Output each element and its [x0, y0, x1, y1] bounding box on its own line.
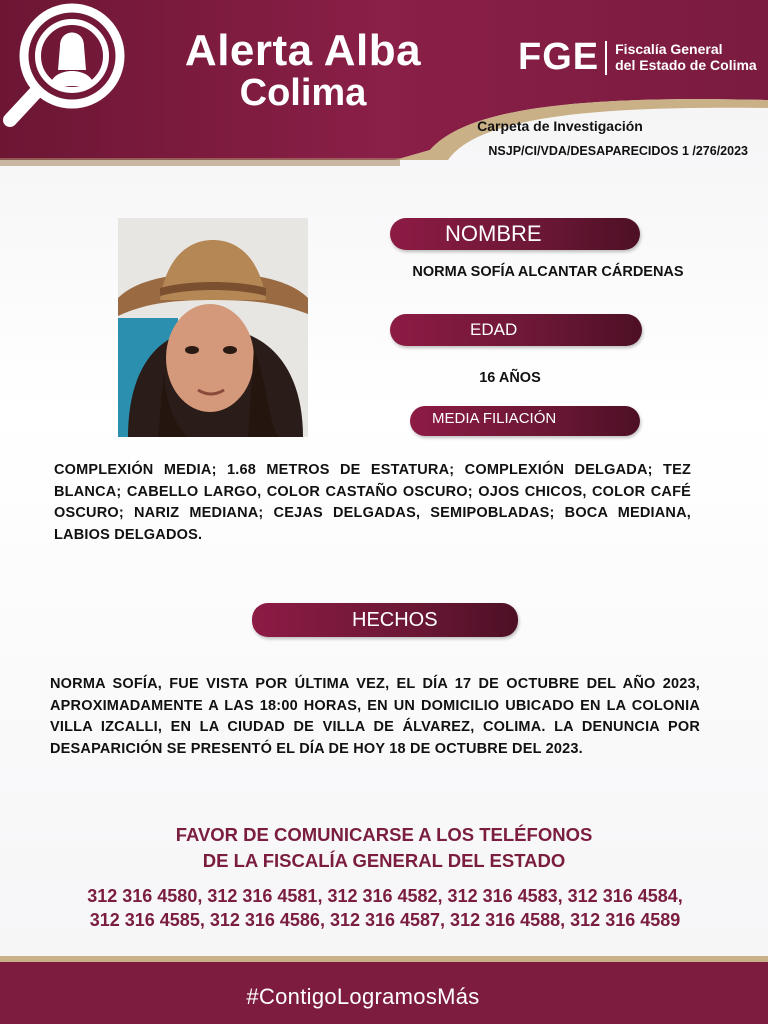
- missing-person-photo: [118, 218, 308, 437]
- age-label-pill: [390, 314, 642, 346]
- case-file-number: NSJP/CI/VDA/DESAPARECIDOS 1 /276/2023: [488, 144, 748, 158]
- agency-abbreviation: FGE: [518, 36, 600, 78]
- person-age: 16 AÑOS: [479, 370, 541, 386]
- agency-name-line1: Fiscalía General: [615, 41, 723, 58]
- agency-logo: [518, 36, 757, 79]
- contact-instructions: [0, 822, 768, 874]
- name-label-pill: [390, 218, 640, 250]
- case-file-label: Carpeta de Investigación: [477, 118, 643, 134]
- agency-name-line2: del Estado de Colima: [615, 56, 757, 73]
- contact-phone-numbers: 312 316 4580, 312 316 4581, 312 316 4582, 312 316 4583, 312 316 4584, 312 316 4585, 312 316 4586, 312 316 4587, 312 316 4588, 312 316 4589: [87, 886, 683, 930]
- campaign-hashtag: #ContigoLogramosMás: [246, 984, 480, 1009]
- name-label: NOMBRE: [445, 221, 542, 246]
- magnifier-woman-icon: [0, 0, 130, 130]
- description-label: MEDIA FILIACIÓN: [432, 410, 557, 427]
- alert-title-line2: Colima: [239, 72, 367, 115]
- contact-line1: FAVOR DE COMUNICARSE A LOS TELÉFONOS: [175, 824, 593, 845]
- agency-name: [615, 42, 757, 73]
- physical-description: COMPLEXIÓN MEDIA; 1.68 METROS DE ESTATURA; COMPLEXIÓN DELGADA; TEZ BLANCA; CABELLO LARGO, COLOR CASTAÑO OSCURO; OJOS CHICOS, COLOR CAFÉ OSCURO; NARIZ MEDIANA; CEJAS DELGADAS, SEMIPOBLADAS; BOCA MEDIANA, LABIOS DELGADOS.: [54, 462, 691, 543]
- facts-text: NORMA SOFÍA, FUE VISTA POR ÚLTIMA VEZ, EL DÍA 17 DE OCTUBRE DEL AÑO 2023, APROXIMADAMENTE A LAS 18:00 HORAS, EN UN DOMICILIO UBICADO EN LA COLONIA VILLA IZCALLI, EN LA CIUDAD DE VILLA DE ÁLVAREZ, COLIMA. LA DENUNCIA POR DESAPARICIÓN SE PRESENTÓ EL DÍA DE HOY 18 DE OCTUBRE DEL 2023.: [50, 676, 700, 757]
- facts-label: HECHOS: [352, 609, 438, 631]
- age-label: EDAD: [470, 320, 518, 339]
- alert-title: [174, 28, 432, 114]
- agency-divider: [605, 41, 607, 75]
- facts-label-pill: [252, 603, 518, 637]
- contact-line2: DE LA FISCALÍA GENERAL DEL ESTADO: [202, 850, 566, 871]
- description-label-pill: [410, 406, 640, 436]
- person-name: NORMA SOFÍA ALCANTAR CÁRDENAS: [412, 264, 684, 280]
- alert-title-line1: Alerta Alba: [184, 26, 422, 75]
